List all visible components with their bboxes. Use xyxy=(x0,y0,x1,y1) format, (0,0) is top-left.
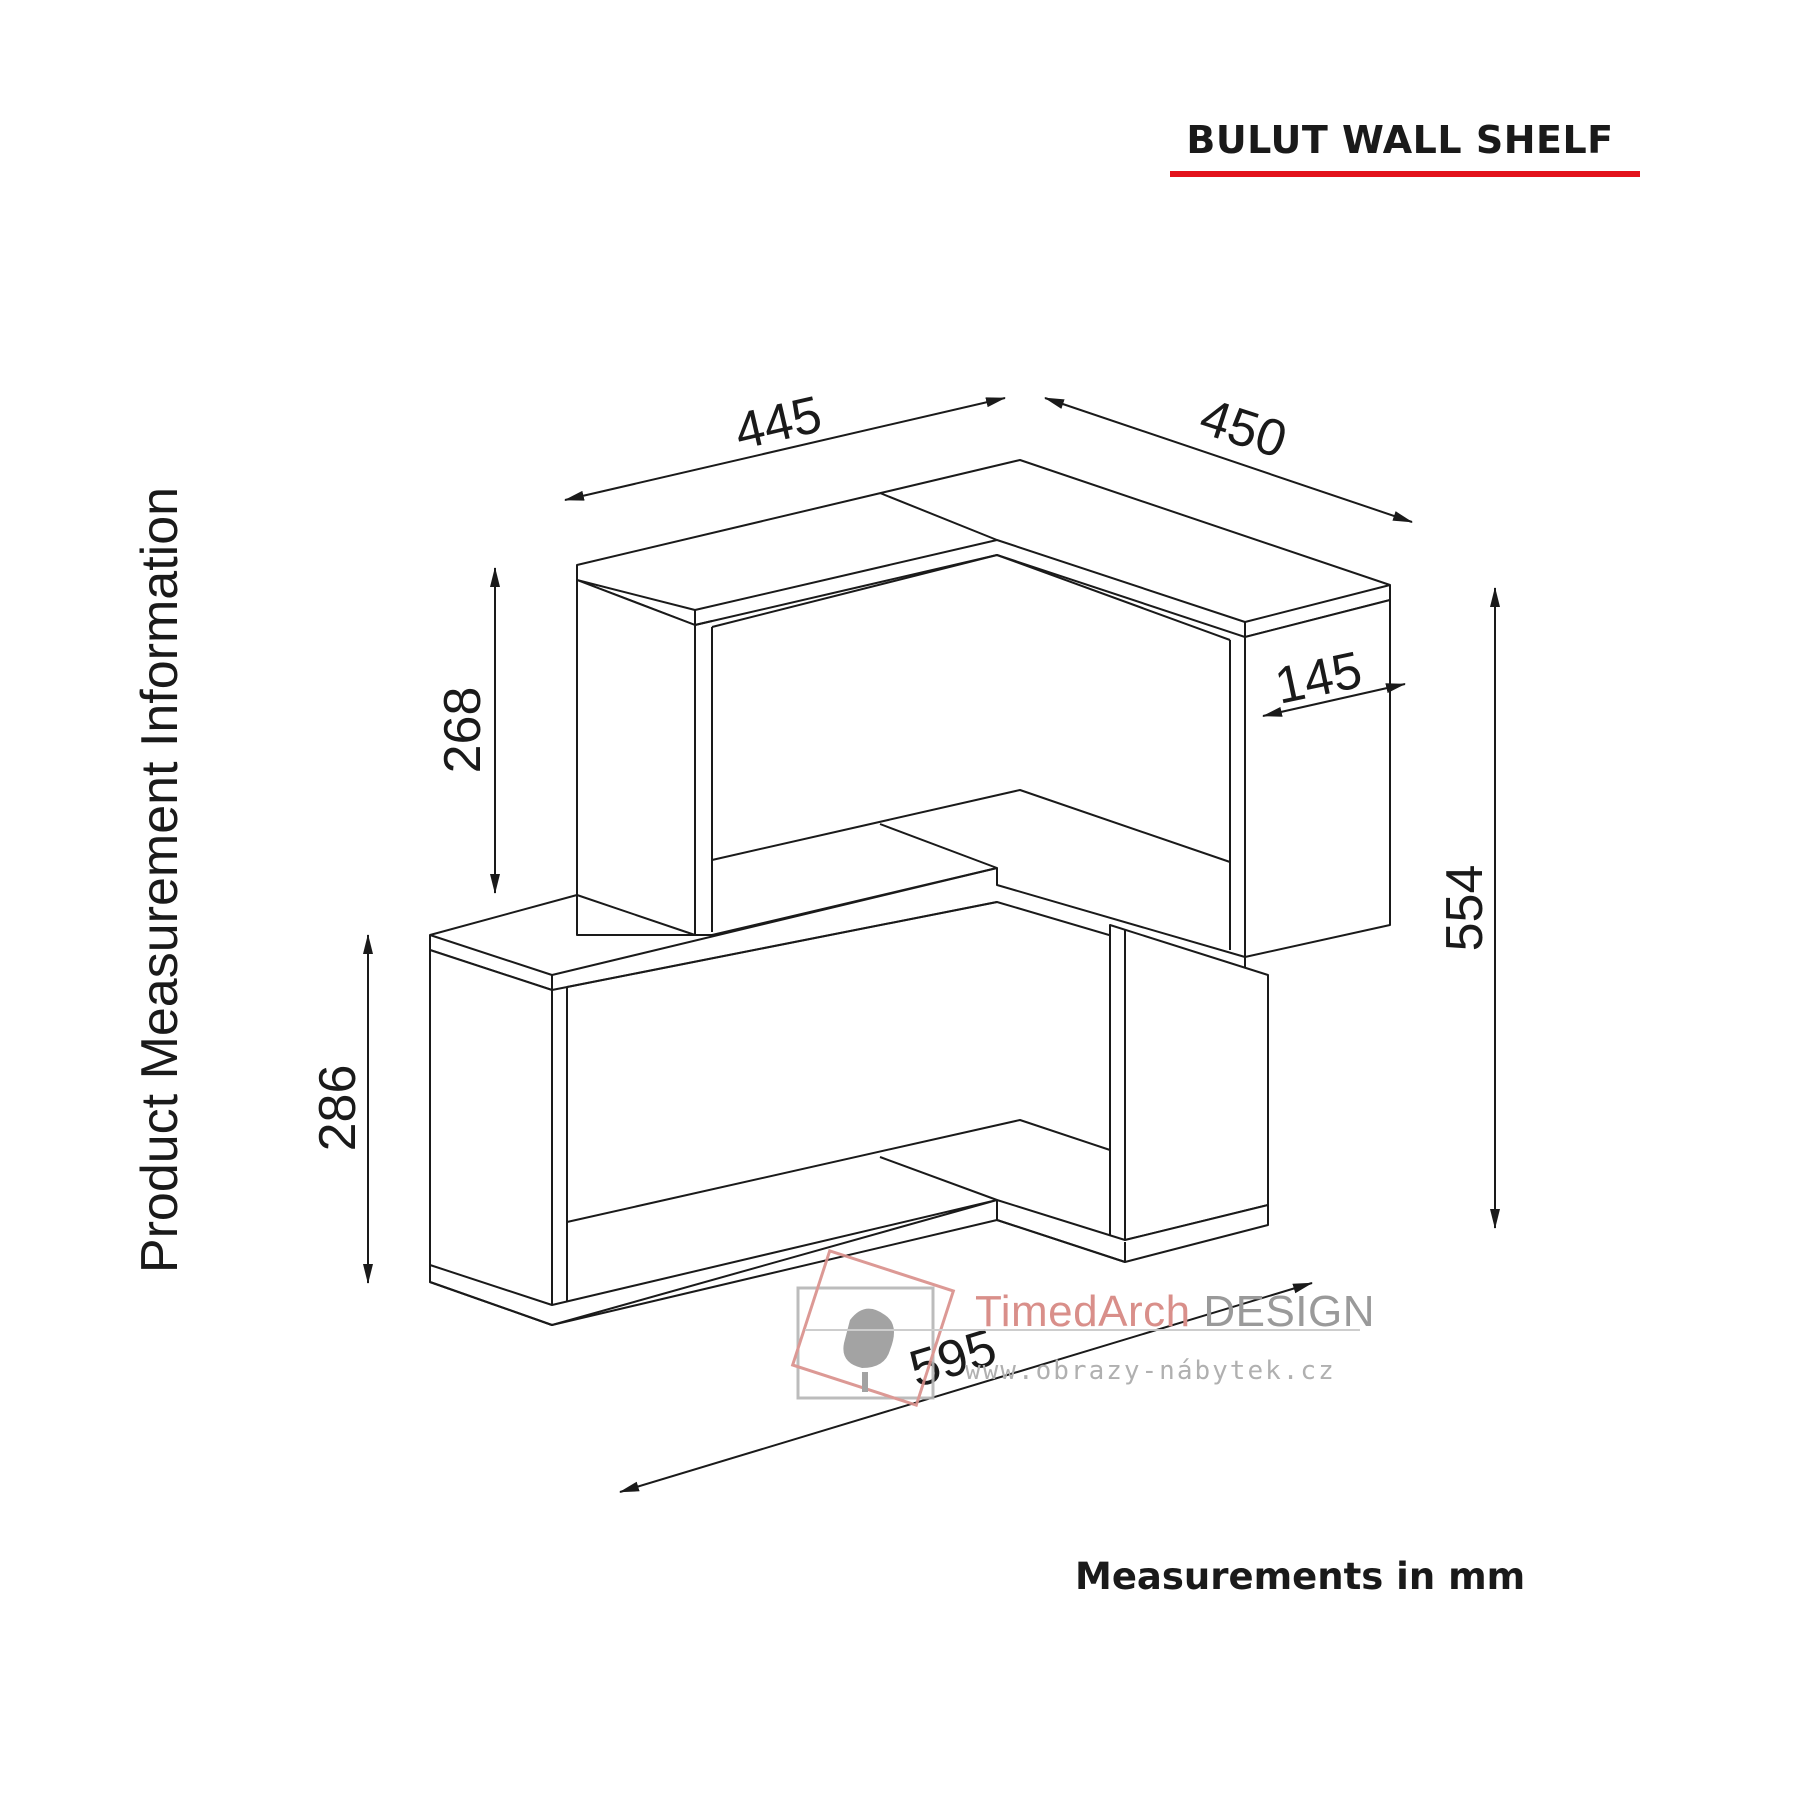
lower-right-panel xyxy=(1110,925,1268,1242)
upper-left-panel xyxy=(577,580,695,935)
side-label: Product Measurement Information xyxy=(131,486,189,1274)
units-note: Measurements in mm xyxy=(1075,1555,1526,1598)
page-title: BULUT WALL SHELF xyxy=(1186,118,1614,162)
watermark-brand xyxy=(975,1287,1375,1337)
dim-label-450: 450 xyxy=(1193,387,1294,470)
shelf-lines xyxy=(430,460,1390,1325)
dim-label-445: 445 xyxy=(729,385,827,462)
dim-label-268: 268 xyxy=(434,686,492,774)
watermark-brand-main: TimedArch xyxy=(975,1287,1191,1336)
lower-left-panel xyxy=(430,950,552,1325)
dim-label-145: 145 xyxy=(1270,640,1367,716)
upper-top-board xyxy=(577,460,1390,622)
dim-label-595: 595 xyxy=(903,1318,1003,1400)
watermark-url: www.obrazy-nábytek.cz xyxy=(965,1356,1336,1386)
title-underline xyxy=(1170,171,1640,177)
dim-label-554: 554 xyxy=(1436,864,1494,952)
dim-label-286: 286 xyxy=(309,1064,367,1152)
watermark-brand-design: DESIGN xyxy=(1203,1287,1376,1336)
